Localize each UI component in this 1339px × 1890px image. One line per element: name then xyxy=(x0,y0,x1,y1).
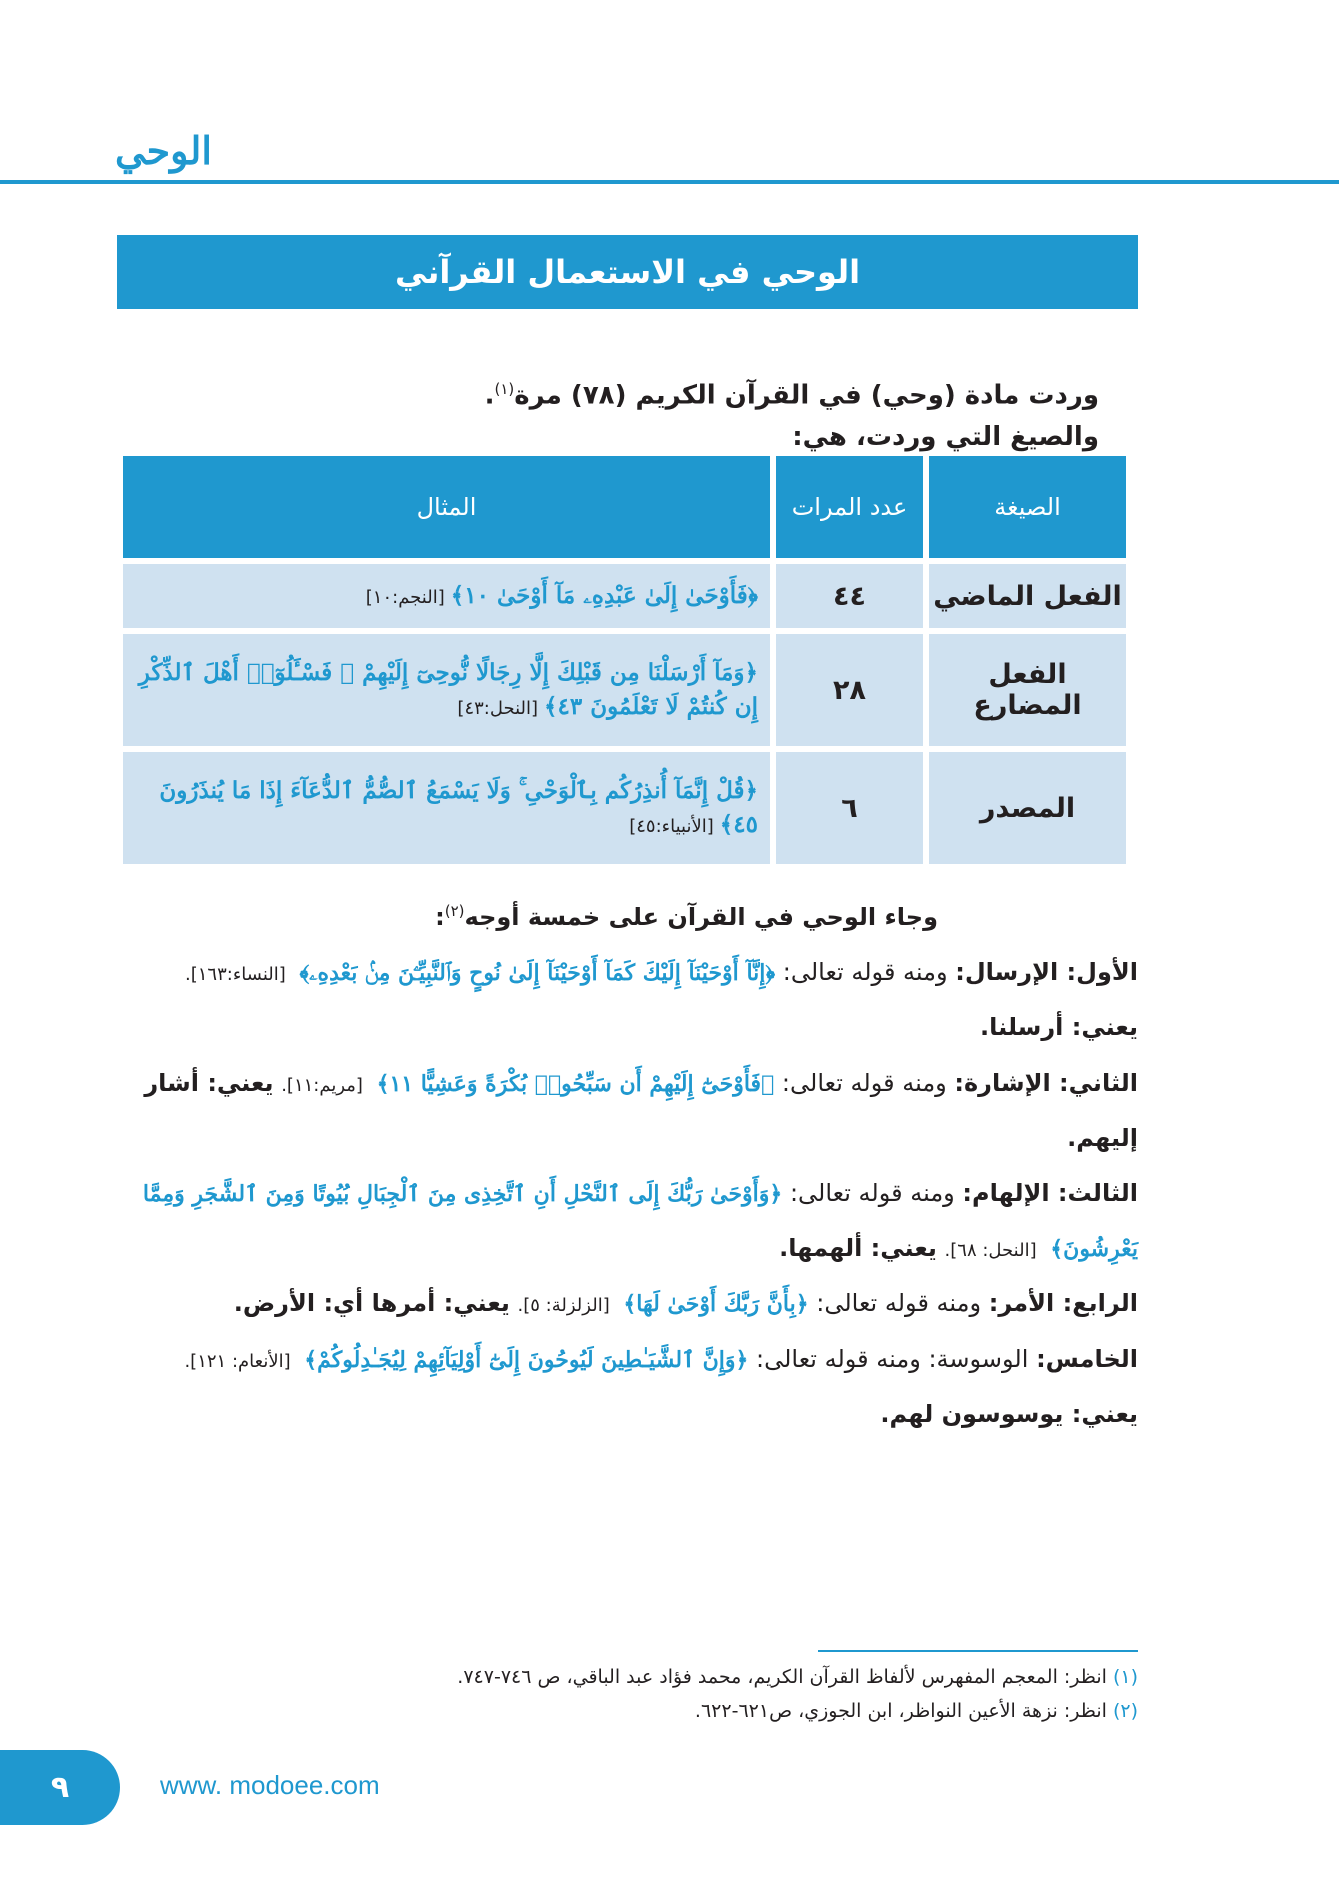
footnote-item xyxy=(117,1660,1138,1694)
face-ref: [النساء:١٦٣]. xyxy=(185,964,286,986)
face-text: ومنه قوله تعالى: xyxy=(781,1068,947,1097)
face-verse: ﴿إِنَّآ أَوْحَيْنَآ إِلَيْكَ كَمَآ أَوْحَيْنَآ إِلَىٰ نُوحٍ وَٱلنَّبِيِّـۧنَ مِنۢ بَعْدِهِۦ﴾ xyxy=(299,960,776,987)
face-lead: الأول: الإرسال: xyxy=(955,958,1138,987)
example-cell xyxy=(123,564,770,628)
table-header-row xyxy=(123,456,1126,558)
face-lead: الثالث: الإلهام: xyxy=(962,1178,1138,1207)
page-number-tab xyxy=(0,1750,120,1825)
verse-ref: [النحل:٤٣] xyxy=(457,698,539,719)
count-cell: ٤٤ xyxy=(776,564,923,628)
face-item xyxy=(117,1332,1138,1442)
face-ref: [الزلزلة: ٥]. xyxy=(517,1295,610,1317)
chapter-title: الوحي xyxy=(115,128,212,173)
verse: ﴿وَمَآ أَرْسَلْنَا مِن قَبْلِكَ إِلَّا رِجَالًا نُّوحِىٓ إِلَيْهِمْ ۚ فَسْـَٔلُوٓا۟ أَهْلَ ٱلذِّكْرِ إِن كُنتُمْ لَا تَعْلَمُونَ ٤٣﴾ xyxy=(138,658,758,720)
verse-ref: [الأنبياء:٤٥] xyxy=(629,816,714,837)
face-meaning: يعني: أشار إليهم. xyxy=(144,1068,1138,1152)
forms-table xyxy=(117,450,1132,870)
verse-ref: [النجم:١٠] xyxy=(365,586,445,608)
example-cell xyxy=(123,634,770,746)
count-cell: ٦ xyxy=(776,752,923,864)
face-ref: [الأنعام: ١٢١]. xyxy=(184,1350,291,1372)
intro-text-1: وردت مادة (وحي) في القرآن الكريم (٧٨) مرة xyxy=(514,380,1099,411)
table-row xyxy=(123,752,1126,864)
intro-text-2: والصيغ التي وردت، هي: xyxy=(792,422,1099,452)
table-row xyxy=(123,634,1126,746)
section-title: الوحي في الاستعمال القرآني xyxy=(394,253,861,291)
face-ref: [النحل: ٦٨]. xyxy=(944,1240,1037,1262)
footnote-rule xyxy=(818,1650,1138,1652)
face-meaning: يعني: يوسوسون لهم. xyxy=(880,1399,1138,1428)
face-lead: الثاني: الإشارة: xyxy=(954,1068,1138,1097)
face-text: ومنه قوله تعالى: xyxy=(782,958,948,987)
face-meaning: يعني: ألهمها. xyxy=(779,1234,937,1263)
face-meaning: يعني: أرسلنا. xyxy=(980,1013,1138,1042)
footnotes xyxy=(117,1660,1138,1728)
face-ref: [مريم:١١]. xyxy=(281,1074,363,1096)
footnote-item xyxy=(117,1694,1138,1728)
form-cell: الفعل الماضي xyxy=(929,564,1126,628)
face-lead: الرابع: الأمر: xyxy=(988,1289,1138,1318)
intro-line-2 xyxy=(792,422,1099,452)
header-count: عدد المرات xyxy=(776,456,923,558)
footnote-text: انظر: نزهة الأعين النواظر، ابن الجوزي، ص٦٢١-٦٢٢. xyxy=(694,1700,1107,1723)
intro-end-1: . xyxy=(484,380,495,411)
face-meaning: يعني: أمرها أي: الأرض. xyxy=(233,1289,510,1318)
count-cell: ٢٨ xyxy=(776,634,923,746)
form-cell: المصدر xyxy=(929,752,1126,864)
face-verse: ﴿بِأَنَّ رَبَّكَ أَوْحَىٰ لَهَا﴾ xyxy=(623,1291,809,1318)
verse: ﴿قُلْ إِنَّمَآ أُنذِرُكُم بِٱلْوَحْىِ ۚ وَلَا يَسْمَعُ ٱلصُّمُّ ٱلدُّعَآءَ إِذَا مَا يُنذَرُونَ ٤٥﴾ xyxy=(159,776,758,838)
face-item xyxy=(117,1056,1138,1166)
footnote-text: انظر: المعجم المفهرس لألفاظ القرآن الكريم، محمد فؤاد عبد الباقي، ص ٧٤٦-٧٤٧. xyxy=(457,1666,1107,1688)
face-item xyxy=(117,945,1138,1055)
footnote-ref-1[interactable]: (١) xyxy=(494,380,515,398)
face-item xyxy=(117,1276,1138,1331)
example-cell xyxy=(123,752,770,864)
table-row xyxy=(123,564,1126,628)
face-item xyxy=(117,1166,1138,1276)
face-text: ومنه قوله تعالى: xyxy=(816,1289,982,1318)
header-form: الصيغة xyxy=(929,456,1126,558)
face-verse: ﴿فَأَوْحَىٰٓ إِلَيْهِمْ أَن سَبِّحُوا۟ بُكْرَةً وَعَشِيًّا ١١﴾ xyxy=(376,1070,775,1097)
faces-intro xyxy=(117,890,1138,945)
header-example: المثال xyxy=(123,456,770,558)
face-lead: الخامس: xyxy=(1036,1344,1138,1373)
faces-intro-end: : xyxy=(435,903,445,931)
intro-line-1 xyxy=(485,380,1099,411)
faces-intro-text: وجاء الوحي في القرآن على خمسة أوجه xyxy=(464,903,938,931)
verse: ﴿فَأَوْحَىٰ إِلَىٰ عَبْدِهِۦ مَآ أَوْحَىٰ ١٠﴾ xyxy=(450,581,758,609)
page-number: ٩ xyxy=(50,1770,70,1805)
footnote-ref-2[interactable]: (٢) xyxy=(444,902,465,920)
form-cell: الفعل المضارع xyxy=(929,634,1126,746)
footnote-mark: (١) xyxy=(1112,1666,1138,1688)
faces-list xyxy=(117,890,1138,1442)
footnote-mark: (٢) xyxy=(1112,1700,1138,1723)
face-verse: ﴿وَإِنَّ ٱلشَّيَـٰطِينَ لَيُوحُونَ إِلَىٰٓ أَوْلِيَآئِهِمْ لِيُجَـٰدِلُوكُمْ﴾ xyxy=(304,1346,749,1373)
face-text: الوسوسة: ومنه قوله تعالى: xyxy=(756,1344,1029,1373)
header-rule xyxy=(0,180,1339,184)
face-text: ومنه قوله تعالى: xyxy=(789,1178,955,1207)
site-url-link[interactable]: www. modoee.com xyxy=(160,1770,380,1800)
face-verse: ﴿وَأَوْحَىٰ رَبُّكَ إِلَى ٱلنَّحْلِ أَنِ ٱتَّخِذِى مِنَ ٱلْجِبَالِ بُيُوتًا وَمِنَ ٱلشَّجَرِ وَمِمَّا يَعْرِشُونَ﴾ xyxy=(142,1180,1138,1263)
section-banner xyxy=(117,235,1138,309)
